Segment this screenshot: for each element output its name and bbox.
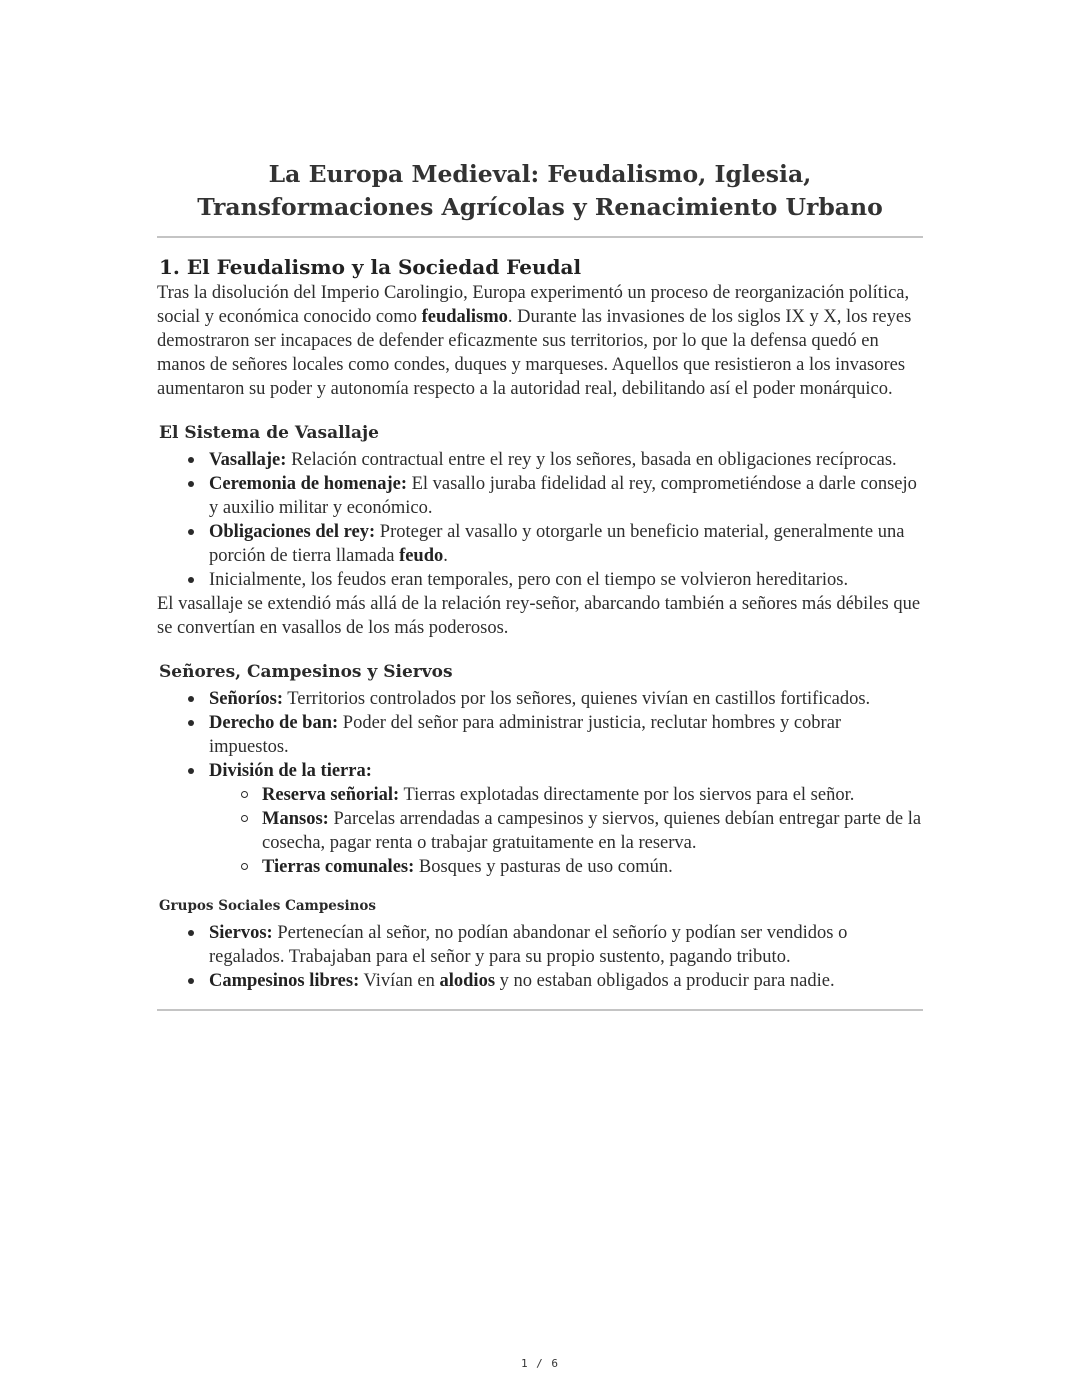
list-item: Campesinos libres: Vivían en alodios y no estaban obligados a producir para nadie. bbox=[209, 969, 923, 993]
bullet-icon bbox=[188, 930, 194, 936]
bullet-icon bbox=[188, 720, 194, 726]
document-title: La Europa Medieval: Feudalismo, Iglesia, Transformaciones Agrícolas y Renacimiento Urbano bbox=[197, 160, 883, 221]
subheading-grupos-sociales: Grupos Sociales Campesinos bbox=[159, 898, 377, 914]
bullet-icon bbox=[188, 768, 194, 774]
sublist-item: Tierras comunales: Bosques y pasturas de uso común. bbox=[262, 855, 923, 879]
vasallaje-list bbox=[157, 448, 923, 592]
list-item: Siervos: Pertenecían al señor, no podían abandonar el señorío y podían ser vendidos o regalados. Trabajaban para el señor y para su propio sustento, pagando tributo. bbox=[209, 921, 923, 969]
grupos-list bbox=[157, 921, 923, 993]
list-item: Inicialmente, los feudos eran temporales, pero con el tiempo se volvieron hereditarios. bbox=[209, 568, 923, 592]
bullet-icon bbox=[188, 481, 194, 487]
bold-term-feudalismo: feudalismo bbox=[421, 307, 508, 327]
page-number: 1 / 6 bbox=[520, 1357, 560, 1370]
division-tierra-sublist bbox=[209, 783, 923, 879]
circle-bullet-icon bbox=[241, 815, 248, 822]
sublist-item: Reserva señorial: Tierras explotadas directamente por los siervos para el señor. bbox=[262, 783, 923, 807]
bullet-icon bbox=[188, 978, 194, 984]
subheading-senores: Señores, Campesinos y Siervos bbox=[159, 662, 453, 682]
vasallaje-summary-paragraph: El vasallaje se extendió más allá de la relación rey-señor, abarcando también a señores más débiles que se convertían en vasallos de los más poderosos. bbox=[157, 594, 921, 638]
list-item: División de la tierra: Reserva señorial: Tierras explotadas directamente por los siervos para el señor. Mansos: Parcelas arrendadas a campesinos y siervos, quienes debían entregar parte de la cosecha, pagar renta o trabajar gratuitamente en la reserva. Tierras comunales: Bosques y pasturas de uso común. bbox=[209, 759, 923, 879]
bullet-icon bbox=[188, 457, 194, 463]
intro-paragraph: Tras la disolución del Imperio Carolingio, Europa experimentó un proceso de reorganización política, social y económica conocido como feudalismo. Durante las invasiones de los siglos IX y X, los reyes demostraron ser incapaces de defender eficazmente sus territorios, por lo que la defensa quedó en manos de señores locales como condes, duques y marqueses. Aquellos que resistieron a los invasores aumentaron su poder y autonomía respecto a la autoridad real, debilitando así el poder monárquico. bbox=[157, 283, 912, 399]
bottom-divider bbox=[157, 1009, 923, 1011]
sublist-item: Mansos: Parcelas arrendadas a campesinos y siervos, quienes debían entregar parte de la cosecha, pagar renta o trabajar gratuitamente en la reserva. bbox=[262, 807, 923, 855]
bullet-icon bbox=[188, 529, 194, 535]
subheading-vasallaje: El Sistema de Vasallaje bbox=[159, 423, 379, 443]
senores-list bbox=[157, 687, 923, 879]
title-divider bbox=[157, 236, 923, 238]
document-page bbox=[157, 158, 923, 1011]
circle-bullet-icon bbox=[241, 791, 248, 798]
list-item: Vasallaje: Relación contractual entre el rey y los señores, basada en obligaciones recíprocas. bbox=[209, 448, 923, 472]
section-heading-feudalismo: 1. El Feudalismo y la Sociedad Feudal bbox=[159, 255, 582, 279]
list-item: Obligaciones del rey: Proteger al vasallo y otorgarle un beneficio material, generalmente una porción de tierra llamada feudo. bbox=[209, 520, 923, 568]
list-item: Ceremonia de homenaje: El vasallo juraba fidelidad al rey, comprometiéndose a darle consejo y auxilio militar y económico. bbox=[209, 472, 923, 520]
list-item: Señoríos: Territorios controlados por los señores, quienes vivían en castillos fortificados. bbox=[209, 687, 923, 711]
bullet-icon bbox=[188, 577, 194, 583]
bullet-icon bbox=[188, 696, 194, 702]
list-item: Derecho de ban: Poder del señor para administrar justicia, reclutar hombres y cobrar impuestos. bbox=[209, 711, 923, 759]
circle-bullet-icon bbox=[241, 863, 248, 870]
